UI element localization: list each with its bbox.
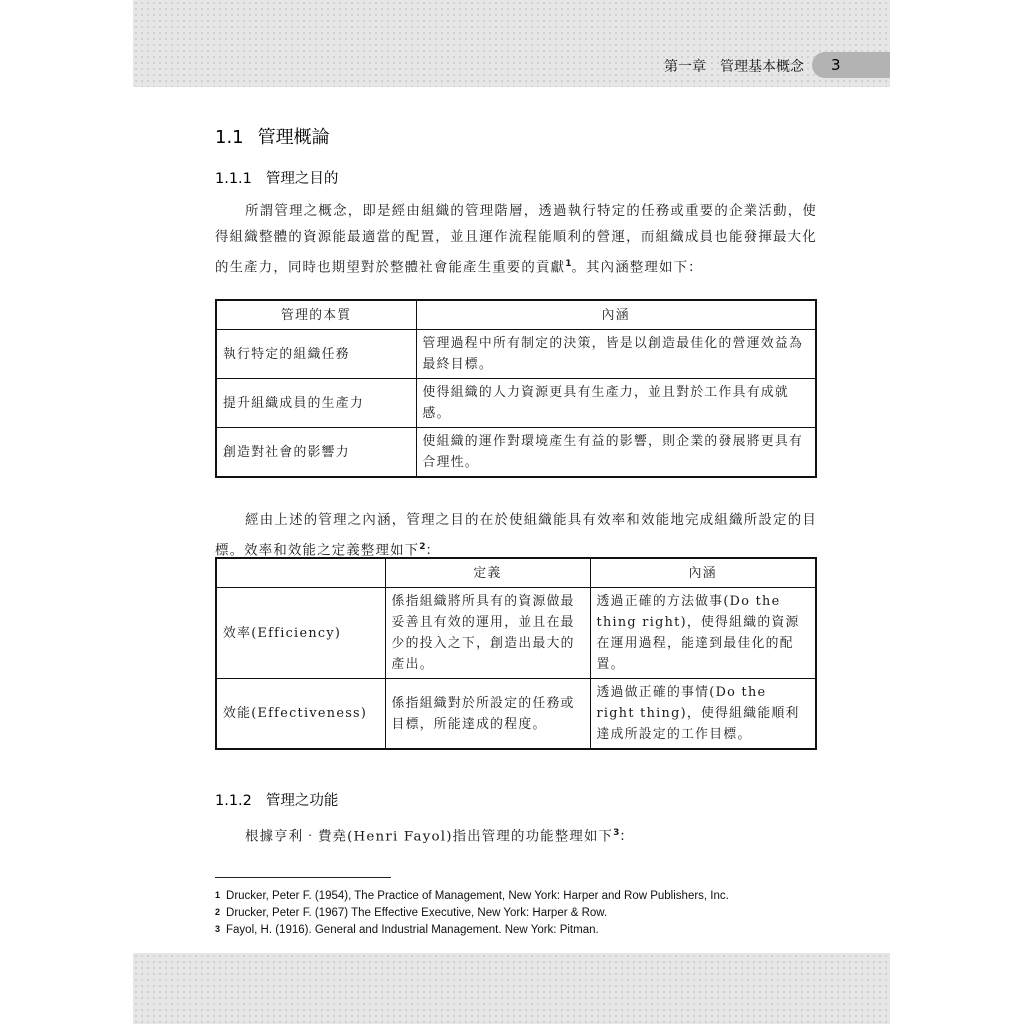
table-header-row [216, 300, 816, 330]
subsection-heading-2 [215, 789, 338, 810]
section-title: 管理概論 [257, 127, 330, 148]
table-row [216, 428, 816, 478]
footnote-mark: 1 [215, 890, 221, 900]
paragraph-2-text: 經由上述的管理之內涵，管理之目的在於使組織能具有效率和效能地完成組織所設定的目標。效率和效能之定義整理如下 [215, 513, 817, 559]
footnote-text: Drucker, Peter F. (1967) The Effective Executive, New York: Harper & Row. [226, 907, 608, 919]
footnote-item [215, 887, 729, 904]
chapter-title: 管理基本概念 [720, 59, 804, 75]
table-cell: 透過做正確的事情(Do the right thing)，使得組織能順利達成所設定的工作目標。 [590, 679, 816, 750]
table-header-cell: 內涵 [416, 300, 816, 330]
footnotes [215, 887, 729, 938]
table-cell: 係指組織對於所設定的任務或目標，所能達成的程度。 [385, 679, 590, 750]
footnote-mark: 3 [215, 924, 221, 934]
table-row [216, 330, 816, 379]
paragraph-3-tail: ： [619, 829, 634, 845]
table-cell: 效能(Effectiveness) [216, 679, 385, 750]
table-row [216, 679, 816, 750]
table-cell: 係指組織將所具有的資源做最妥善且有效的運用，並且在最少的投入之下，創造出最大的產出。 [385, 588, 590, 679]
subsection-heading-1 [215, 167, 338, 188]
table-cell: 效率(Efficiency) [216, 588, 385, 679]
table-header-cell: 管理的本質 [216, 300, 416, 330]
page-number-tab [812, 52, 890, 78]
running-head [664, 56, 804, 76]
subsection-title: 管理之目的 [265, 171, 339, 187]
footnote-divider [215, 877, 391, 878]
footnote-mark: 2 [215, 907, 221, 917]
footnote-ref-3: 3 [613, 828, 620, 838]
table-row [216, 379, 816, 428]
paragraph-3-text: 根據亨利‧費堯(Henri Fayol)指出管理的功能整理如下 [245, 829, 614, 845]
table-cell: 執行特定的組織任務 [216, 330, 416, 379]
footnote-item [215, 904, 729, 921]
footnote-ref-1: 1 [565, 259, 572, 269]
paragraph-1 [215, 199, 817, 281]
page-margin-right [890, 0, 1024, 1024]
section-number: 1.1 [215, 127, 244, 148]
definition-table [215, 557, 817, 750]
subsection-number: 1.1.1 [215, 171, 252, 187]
footnote-item [215, 921, 729, 938]
subsection-title: 管理之功能 [265, 793, 339, 809]
table-cell: 創造對社會的影響力 [216, 428, 416, 478]
table-cell: 使組織的運作對環境產生有益的影響，則企業的發展將更具有合理性。 [416, 428, 816, 478]
chapter-label: 第一章 [664, 59, 706, 75]
footnote-text: Drucker, Peter F. (1954), The Practice of Management, New York: Harper and Row Publishers, Inc. [226, 890, 729, 902]
subsection-number: 1.1.2 [215, 793, 252, 809]
footnote-text: Fayol, H. (1916). General and Industrial Management. New York: Pitman. [226, 924, 599, 936]
essence-table [215, 299, 817, 478]
page-number: 3 [831, 56, 841, 74]
table-header-row [216, 558, 816, 588]
paragraph-3 [215, 820, 817, 850]
table-row [216, 588, 816, 679]
table-cell: 使得組織的人力資源更具有生產力，並且對於工作具有成就感。 [416, 379, 816, 428]
table-header-cell: 定義 [385, 558, 590, 588]
section-heading [215, 123, 330, 149]
paragraph-2-tail: ： [425, 543, 441, 559]
paragraph-1-text: 所謂管理之概念，即是經由組織的管理階層，透過執行特定的任務或重要的企業活動，使得組織整體的資源能最適當的配置，並且運作流程能順利的營運，而組織成員也能發揮最大化的生產力，同時也期望對於整體社會能產生重要的貢獻 [215, 204, 817, 276]
table-cell: 管理過程中所有制定的決策，皆是以創造最佳化的營運效益為最終目標。 [416, 330, 816, 379]
table-cell: 透過正確的方法做事(Do the thing right)，使得組織的資源在運用過程，能達到最佳化的配置。 [590, 588, 816, 679]
table-header-cell: 內涵 [590, 558, 816, 588]
page-margin-left [0, 0, 133, 1024]
footnote-ref-2: 2 [419, 542, 426, 552]
table-header-cell [216, 558, 385, 588]
paragraph-2 [215, 508, 817, 564]
footer-band [133, 953, 890, 1024]
paragraph-1-tail: 。其內涵整理如下： [571, 260, 703, 276]
table-cell: 提升組織成員的生產力 [216, 379, 416, 428]
